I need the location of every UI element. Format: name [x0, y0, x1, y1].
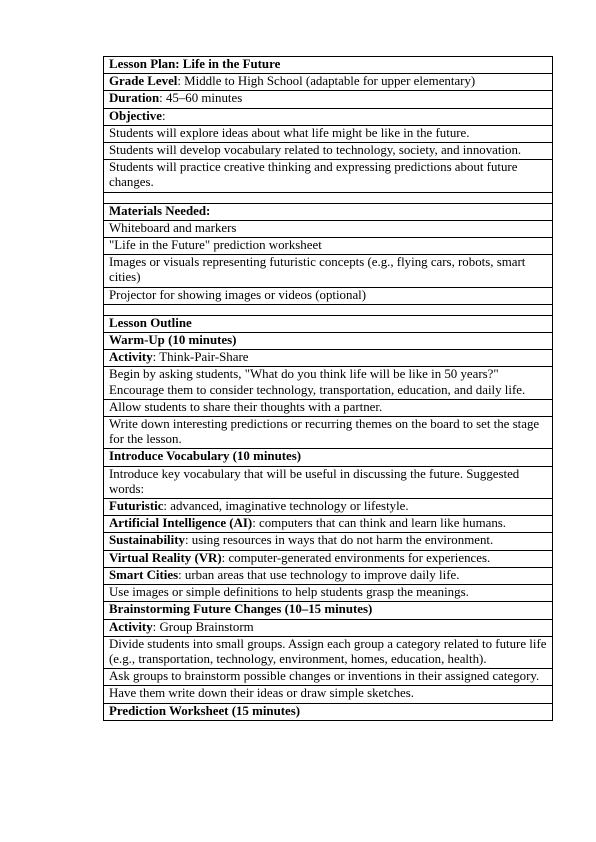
cell-bold-text: Activity — [109, 619, 153, 634]
table-row — [104, 238, 553, 255]
table-cell — [104, 499, 553, 516]
table-cell — [104, 304, 553, 315]
cell-bold-text: Futuristic — [109, 499, 164, 514]
cell-text: Images or visuals representing futuristic concepts (e.g., flying cars, robots, smart cities) — [109, 255, 526, 285]
table-row — [104, 686, 553, 703]
table-cell — [104, 466, 553, 498]
table-cell — [104, 449, 553, 466]
table-cell — [104, 399, 553, 416]
cell-bold-text: Introduce Vocabulary (10 minutes) — [109, 449, 302, 464]
table-cell — [104, 516, 553, 533]
table-row — [104, 669, 553, 686]
table-cell — [104, 619, 553, 636]
cell-text: "Life in the Future" prediction worksheet — [109, 238, 322, 253]
cell-text: Students will develop vocabulary related to technology, society, and innovation. — [109, 143, 522, 158]
cell-bold-text: Brainstorming Future Changes (10–15 minutes) — [109, 602, 373, 617]
cell-bold-text: Artificial Intelligence (AI) — [109, 516, 253, 531]
table-cell — [104, 417, 553, 449]
table-cell — [104, 350, 553, 367]
table-cell — [104, 669, 553, 686]
table-row — [104, 57, 553, 74]
table-cell — [104, 255, 553, 287]
table-cell — [104, 220, 553, 237]
table-cell — [104, 602, 553, 619]
table-cell — [104, 91, 553, 108]
table-cell — [104, 533, 553, 550]
table-row — [104, 143, 553, 160]
table-row — [104, 160, 553, 192]
cell-bold-text: Objective — [109, 108, 162, 123]
cell-bold-text: Lesson Plan: Life in the Future — [109, 57, 281, 71]
table-cell — [104, 125, 553, 142]
table-cell — [104, 203, 553, 220]
cell-text: : computer-generated environments for experiences. — [221, 550, 491, 565]
cell-text: : advanced, imaginative technology or lifestyle. — [163, 499, 409, 514]
table-cell — [104, 238, 553, 255]
cell-text: Have them write down their ideas or draw simple sketches. — [109, 686, 414, 701]
table-cell — [104, 143, 553, 160]
cell-bold-text: Duration — [109, 91, 160, 106]
cell-text: Allow students to share their thoughts with a partner. — [109, 399, 383, 414]
cell-bold-text: Sustainability — [109, 533, 185, 548]
cell-text: : computers that can think and learn like humans. — [252, 516, 507, 531]
table-row — [104, 636, 553, 668]
table-row — [104, 533, 553, 550]
table-cell — [104, 315, 553, 332]
table-row — [104, 333, 553, 350]
cell-bold-text: Lesson Outline — [109, 315, 192, 330]
table-cell — [104, 192, 553, 203]
table-row — [104, 585, 553, 602]
cell-bold-text: Smart Cities — [109, 567, 179, 582]
cell-bold-text: Activity — [109, 350, 153, 365]
cell-text: : using resources in ways that do not harm the environment. — [184, 533, 494, 548]
table-row — [104, 315, 553, 332]
table-row — [104, 108, 553, 125]
table-cell — [104, 57, 553, 74]
cell-text: Students will practice creative thinking and expressing predictions about future changes. — [109, 160, 518, 190]
cell-text: Begin by asking students, "What do you think life will be like in 50 years?" Encourage them to consider technology, transportation, education, and daily life. — [109, 367, 526, 397]
cell-bold-text: Warm-Up (10 minutes) — [109, 333, 237, 348]
table-row — [104, 91, 553, 108]
table-cell — [104, 567, 553, 584]
table-row — [104, 550, 553, 567]
cell-text: Use images or simple definitions to help students grasp the meanings. — [109, 585, 469, 600]
table-row — [104, 220, 553, 237]
table-row — [104, 449, 553, 466]
cell-bold-text: Materials Needed: — [109, 203, 211, 218]
table-row — [104, 703, 553, 720]
table-row — [104, 567, 553, 584]
table-row — [104, 350, 553, 367]
table-row — [104, 516, 553, 533]
table-row — [104, 203, 553, 220]
table-row — [104, 602, 553, 619]
cell-text: Write down interesting predictions or recurring themes on the board to set the stage for the lesson. — [109, 417, 540, 447]
cell-text: Students will explore ideas about what life might be like in the future. — [109, 125, 470, 140]
cell-text: : Think-Pair-Share — [152, 350, 249, 365]
table-cell — [104, 686, 553, 703]
table-cell — [104, 367, 553, 399]
table-cell — [104, 585, 553, 602]
table-row — [104, 287, 553, 304]
table-cell — [104, 287, 553, 304]
table-cell — [104, 333, 553, 350]
lesson-plan-body — [104, 57, 553, 721]
table-row — [104, 466, 553, 498]
table-row — [104, 367, 553, 399]
table-cell — [104, 108, 553, 125]
table-row — [104, 125, 553, 142]
cell-text: : Middle to High School (adaptable for upper elementary) — [177, 74, 476, 89]
table-row — [104, 304, 553, 315]
table-cell — [104, 636, 553, 668]
table-cell — [104, 703, 553, 720]
table-row — [104, 192, 553, 203]
lesson-plan-table — [103, 56, 553, 721]
cell-text: Introduce key vocabulary that will be useful in discussing the future. Suggested words: — [109, 466, 520, 496]
table-row — [104, 619, 553, 636]
cell-text: : Group Brainstorm — [152, 619, 254, 634]
table-cell — [104, 74, 553, 91]
table-row — [104, 417, 553, 449]
table-row — [104, 255, 553, 287]
cell-bold-text: Virtual Reality (VR) — [109, 550, 222, 565]
cell-text: Projector for showing images or videos (optional) — [109, 287, 367, 302]
cell-bold-text: Prediction Worksheet (15 minutes) — [109, 703, 301, 718]
table-cell — [104, 550, 553, 567]
cell-text: : 45–60 minutes — [159, 91, 243, 106]
table-cell — [104, 160, 553, 192]
cell-text: Ask groups to brainstorm possible changes or inventions in their assigned category. — [109, 669, 540, 684]
cell-text: Divide students into small groups. Assign each group a category related to future life (e.g., transportation, technology, environment, homes, education, health). — [109, 636, 547, 666]
cell-bold-text: Grade Level — [109, 74, 178, 89]
table-row — [104, 399, 553, 416]
cell-text: Whiteboard and markers — [109, 220, 237, 235]
cell-text: : — [161, 108, 166, 123]
table-row — [104, 499, 553, 516]
cell-text: : urban areas that use technology to improve daily life. — [178, 567, 460, 582]
table-row — [104, 74, 553, 91]
